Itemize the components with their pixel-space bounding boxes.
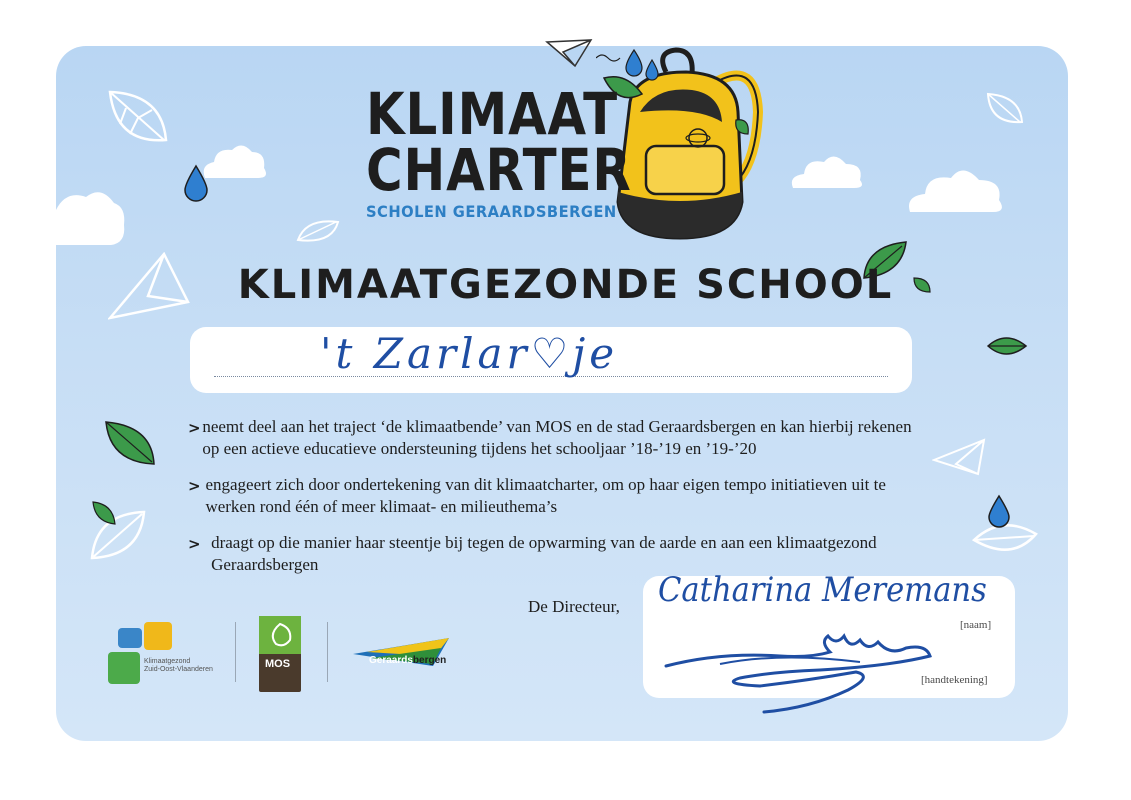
cloud-icon [200, 140, 270, 180]
page-heading: KLIMAATGEZONDE SCHOOL [237, 262, 894, 308]
title-subtitle: SCHOLEN GERAARDSBERGEN [366, 202, 617, 221]
signature-caption: [handtekening] [921, 674, 988, 686]
logo-divider [327, 622, 328, 682]
leaf-outline-icon [106, 88, 170, 146]
bullet-item [188, 416, 928, 460]
bullet-text: neemt deel aan het traject ‘de klimaatbende’ van MOS en de stad Geraardsbergen en kan hierbij rekenen op een actieve educatieve ondersteuning tijdens het schooljaar ’18-’19 en ’19-’20 [202, 417, 912, 458]
school-name: 't Zarlar♡je [320, 329, 619, 378]
paper-plane-icon [545, 38, 593, 68]
name-caption: [naam] [960, 619, 992, 631]
geraardsbergen-part1: Geraards [369, 655, 413, 666]
bullet-text: engageert zich door ondertekening van dit klimaatcharter, om op haar eigen tempo initiatieven uit te werken rond één of meer klimaat- en milieuthema’s [205, 475, 886, 516]
handwritten-signature [660, 622, 940, 714]
signer-name: Catharina Meremans [658, 570, 987, 610]
bullet-item [188, 474, 928, 518]
leaf-icon [104, 420, 156, 466]
bullet-text: draagt op die manier haar steentje bij tegen de opwarming van de aarde en aan een klimaatgezond Geraardsbergen [211, 533, 877, 574]
klimaat-logo-line1: Klimaatgezond [144, 658, 191, 665]
mos-logo [259, 616, 301, 692]
title-line-2: CHARTER [366, 136, 632, 204]
geraardsbergen-logo [353, 634, 473, 674]
leaf-icon [986, 334, 1028, 360]
mos-leaf-icon [268, 622, 292, 648]
bullet-arrow-icon: > [188, 477, 201, 495]
title-line-1: KLIMAAT [366, 80, 619, 148]
geraardsbergen-part2: bergen [412, 655, 447, 666]
leaf-outline-icon [986, 92, 1024, 126]
water-drop-icon [987, 494, 1011, 528]
leaf-icon [91, 500, 117, 526]
bike-icon [118, 628, 142, 648]
cloud-icon [788, 148, 868, 190]
school-name-field [190, 327, 912, 393]
water-drop-icon [183, 164, 209, 202]
windmill-icon [144, 622, 172, 650]
cloud-icon [56, 185, 126, 250]
klimaatgezond-logo [108, 620, 218, 690]
bullet-arrow-icon: > [188, 419, 201, 437]
cloud-icon [905, 162, 1010, 214]
house-icon [108, 652, 140, 684]
charter-title [366, 80, 636, 221]
mos-label: MOS [265, 658, 291, 670]
paper-plane-icon [932, 438, 988, 476]
bullet-arrow-icon: > [188, 535, 201, 553]
leaf-outline-icon [296, 216, 340, 246]
klimaat-logo-line2: Zuid-Oost-Vlaanderen [144, 666, 213, 673]
logo-divider [235, 622, 236, 682]
director-label: De Directeur, [528, 597, 620, 616]
